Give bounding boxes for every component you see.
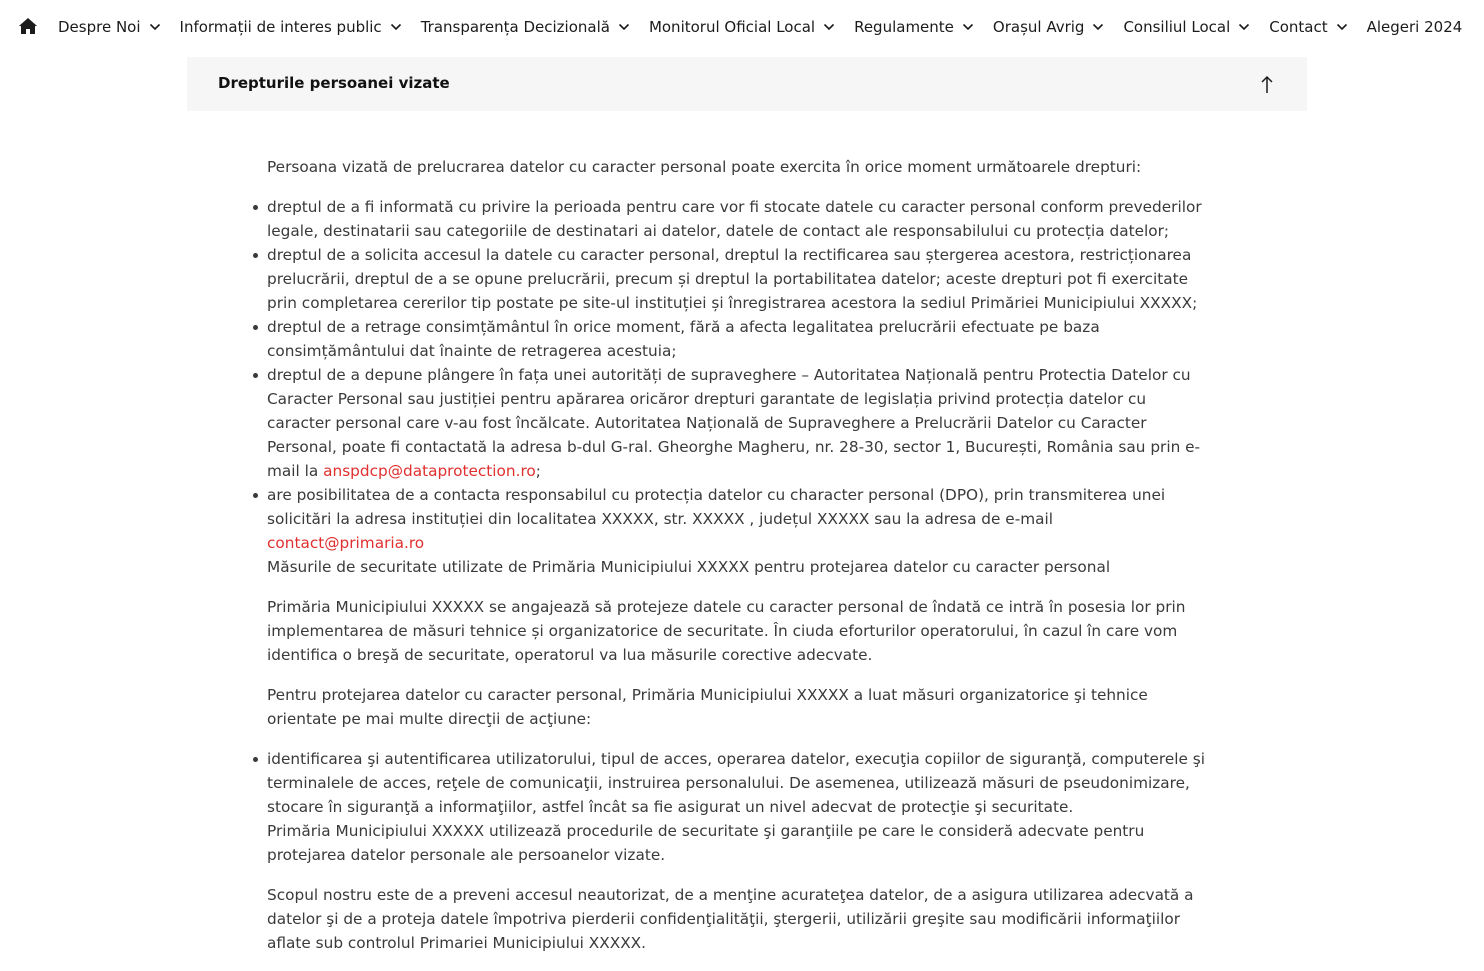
nav-item-label: Regulamente <box>854 18 954 36</box>
right-item <box>267 315 1213 363</box>
nav-item[interactable] <box>180 18 402 36</box>
right-item <box>267 483 1213 579</box>
right-text: dreptul de a solicita accesul la datele cu caracter personal, dreptul la rectificarea sau ștergerea acestora, restricționarea prelucrării, dreptul de a se opune prelucrării, precum și dreptul la portabilitatea datelor; aceste drepturi pot fi exercitate prin completarea cererilor tip postate pe site-ul instituției și înregistrarea acestora la sediul Primăriei Municipiului XXXXX; <box>267 246 1198 312</box>
chevron-down-icon <box>1336 23 1348 31</box>
right-punctuation: ; <box>535 462 541 480</box>
nav-item-label: Monitorul Oficial Local <box>648 18 816 36</box>
top-navigation <box>0 0 1484 54</box>
nav-item[interactable] <box>421 18 630 36</box>
rights-intro: Persoana vizată de prelucrarea datelor cu caracter personal poate exercita în orice moment următoarele drepturi: <box>267 158 1142 176</box>
right-item <box>267 243 1213 315</box>
home-icon[interactable] <box>18 17 38 35</box>
nav-menu <box>58 0 1462 54</box>
nav-item-label: Consiliul Local <box>1123 18 1231 36</box>
nav-item-label: Contact <box>1269 18 1328 36</box>
accordion-title: Drepturile persoanei vizate <box>218 74 450 92</box>
nav-item-label: Orașul Avrig <box>992 18 1085 36</box>
chevron-down-icon <box>390 23 402 31</box>
right-text: dreptul de a fi informată cu privire la perioada pentru care vor fi stocate datele cu caracter personal conform prevederilor legale, destinatarii sau categoriile de destinatari ai datelor, datele de contact ale responsabilului cu protecția datelor; <box>267 198 1202 240</box>
measure-continuation: Primăria Municipiului XXXXX utilizează procedurile de securitate şi garanţiile pe care le consideră adecvate pentru protejarea datelor personale ale persoanelor vizate. <box>267 822 1145 864</box>
chevron-down-icon <box>618 23 630 31</box>
nav-item[interactable] <box>1269 18 1347 36</box>
chevron-down-icon <box>823 23 835 31</box>
right-continuation: Măsurile de securitate utilizate de Primăria Municipiului XXXXX pentru protejarea datelor cu caracter personal <box>267 558 1111 576</box>
measure-item <box>267 747 1213 867</box>
accordion-header[interactable] <box>187 57 1307 111</box>
security-paragraph: Primăria Municipiului XXXXX se angajează să protejeze datele cu caracter personal de îndată ce intră în posesia lor prin implementarea de măsuri tehnice și organizatorice de securitate. În ciuda eforturilor operatorului, în cazul în care vom identifica o breşă de securitate, operatorul va lua măsurile corective adecvate. <box>267 598 1186 664</box>
nav-item[interactable] <box>649 18 835 36</box>
nav-item-label: Despre Noi <box>58 18 141 36</box>
nav-item-label: Transparența Decizională <box>420 18 610 36</box>
chevron-down-icon <box>1238 23 1250 31</box>
nav-item-label: Alegeri 2024 <box>1366 18 1463 36</box>
scope-paragraph: Scopul nostru este de a preveni accesul neautorizat, de a menţine acurateţea datelor, de a asigura utilizarea adecvată a datelor şi de a proteja datele împotriva pierderii confidenţialităţii, ştergerii, utilizării greşite sau modificării informaţiilor aflate sub controlul Primariei Municipiului XXXXX. <box>267 886 1194 952</box>
rights-list <box>267 195 1213 579</box>
right-text: are posibilitatea de a contacta responsabilul cu protecția datelor cu character personal (DPO), prin transmiterea unei solicitări la adresa instituției din localitatea XXXXX, str. XXXXX , județul XXXXX sau la adresa de e-mail <box>267 486 1166 528</box>
measure-text: identificarea şi autentificarea utilizatorului, tipul de acces, operarea datelor, execuţia copiilor de siguranţă, computerele şi terminalele de acces, reţele de comunicaţii, instruirea personalului. De asemenea, utilizează măsuri de pseudonimizare, stocare în siguranţă a informaţiilor, astfel încât sa fie asigurat un nivel adecvat de protecţie şi securitate. <box>267 750 1205 816</box>
right-text: dreptul de a retrage consimțământul în orice moment, fără a afecta legalitatea prelucrării efectuate pe baza consimțământului dat înainte de retragerea acestuia; <box>267 318 1100 360</box>
email-link[interactable]: anspdcp@dataprotection.ro <box>323 462 536 480</box>
nav-item[interactable] <box>1123 18 1250 36</box>
chevron-down-icon <box>962 23 974 31</box>
right-item <box>267 363 1213 483</box>
nav-item[interactable] <box>1367 18 1463 36</box>
nav-item-label: Informații de interes public <box>179 18 382 36</box>
measures-list <box>267 747 1213 867</box>
nav-item[interactable] <box>854 18 974 36</box>
nav-item[interactable] <box>993 18 1105 36</box>
chevron-down-icon <box>1092 23 1104 31</box>
measures-intro: Pentru protejarea datelor cu caracter personal, Primăria Municipiului XXXXX a luat măsuri organizatorice şi tehnice orientate pe mai multe direcţii de acţiune: <box>267 686 1148 728</box>
chevron-down-icon <box>149 23 161 31</box>
accordion-content <box>267 155 1213 971</box>
right-item <box>267 195 1213 243</box>
nav-item[interactable] <box>58 18 161 36</box>
right-text: dreptul de a depune plângere în fața unei autorități de supraveghere – Autoritatea Națională pentru Protectia Datelor cu Caracter Personal sau justiției pentru apărarea oricăror drepturi garantate de legislația privind protecția datelor cu caracter personal care v-au fost încălcate. Autoritatea Națională de Supraveghere a Prelucrării Datelor cu Caracter Personal, poate fi contactată la adresa b-dul G-ral. Gheorghe Magheru, nr. 28-30, sector 1, București, România sau prin e-mail la <box>267 366 1201 480</box>
arrow-up-icon[interactable] <box>1259 74 1275 94</box>
email-link[interactable]: contact@primaria.ro <box>267 534 425 552</box>
